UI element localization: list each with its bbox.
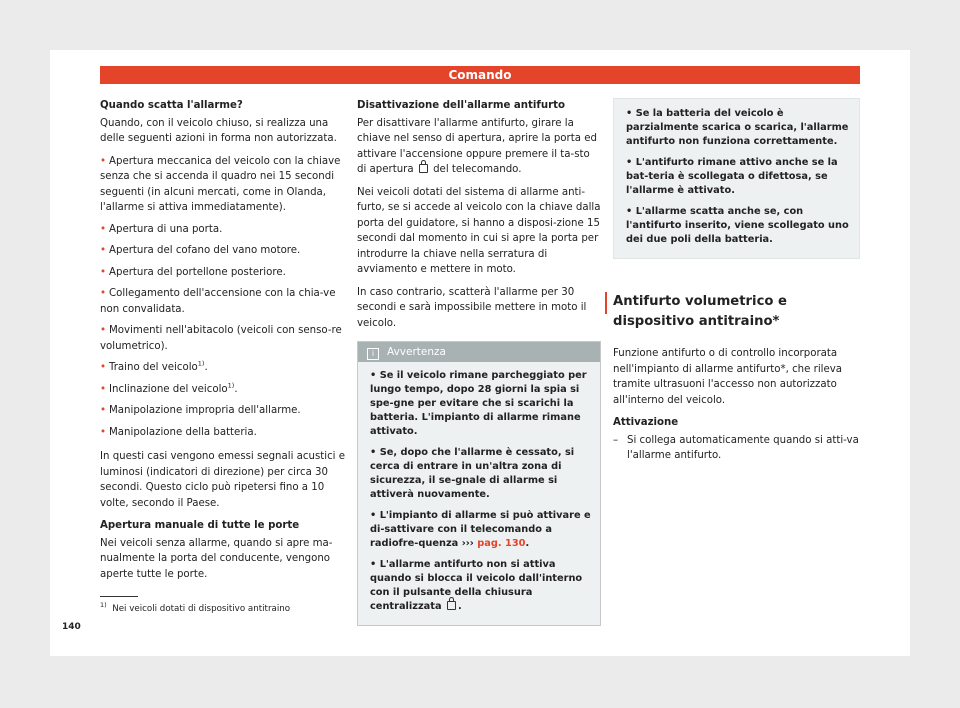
heading-activation: Attivazione [613, 417, 679, 428]
volumetric-paragraph: Funzione antifurto o di controllo incorporata nell'impianto di allarme antifurto*, che rileva tramite ultrasuoni l'accesso non autorizzato all'interno del veicolo. [613, 348, 843, 406]
list-item: • Se la batteria del veicolo è parzialmente scarica o scarica, l'allarme antifurto non funziona correttamente. [626, 108, 849, 147]
signals-paragraph: In questi casi vengono emessi segnali acustici e luminosi (indicatori di direzione) per circa 30 secondi. Questo ciclo può ripetersi fino a 10 volte, secondo il Paese. [100, 451, 346, 509]
bullet-icon: • [100, 325, 107, 336]
column-3 [613, 98, 860, 464]
intro-paragraph: Quando, con il veicolo chiuso, si realizza una delle seguenti azioni in forma non autorizzata. [100, 117, 337, 144]
bullet-icon: • [100, 405, 107, 416]
driver-door-paragraph: Nei veicoli dotati del sistema di allarme anti-furto, se si accede al veicolo con la chiave dalla porta del guidatore, si hanno a disposi-zione 15 secondi dal momento in cui si apre la porta per introdurre la chiave nella serratura di avviamento e mettere in moto. [357, 186, 601, 275]
heading-alarm-trigger: Quando scatta l'allarme? [100, 100, 243, 111]
list-item: • Se, dopo che l'allarme è cessato, si cerca di entrare in un'altra zona di sicurezza, il se-gnale di allarme si attiverà nuovamente. [370, 447, 575, 500]
bullet-icon: • [100, 223, 107, 235]
heading-deactivation: Disattivazione dell'allarme antifurto [357, 100, 565, 111]
list-item: • Apertura di una porta. [100, 223, 223, 235]
page-number: 140 [62, 622, 81, 632]
accent-bar [605, 292, 607, 314]
list-item: • Manipolazione impropria dell'allarme. [100, 405, 301, 416]
info-icon: i [367, 348, 379, 360]
unlock-icon [419, 164, 428, 173]
footnote-marker[interactable]: 1) [227, 381, 235, 390]
list-item: • Manipolazione della batteria. [100, 426, 257, 438]
bullet-icon: • [100, 383, 107, 395]
list-item: • L'allarme antifurto non si attiva quando si blocca il veicolo dall'interno con il pulsante della chiusura centralizzata . [370, 559, 583, 612]
bullet-icon: • [100, 245, 107, 256]
column-1 [100, 98, 346, 589]
list-item: • Traino del veicolo$^{1)}$. [100, 359, 208, 373]
warning-body [358, 362, 600, 625]
list-item: • Inclinazione del veicolo$^{1)}$. [100, 381, 238, 395]
bullet-icon: • [100, 362, 107, 373]
list-item: • Apertura del portellone posteriore. [100, 266, 286, 278]
bullet-icon: • [100, 426, 107, 438]
list-item: • L'impianto di allarme si può attivare e di-sattivare con il telecomando a radiofre-quenza ››› pag. 130. [370, 510, 591, 549]
manual-opening-paragraph: Nei veicoli senza allarme, quando si apre ma-nualmente la porta del conducente, vengono aperte tutte le porte. [100, 537, 333, 580]
bullet-icon: • [100, 266, 107, 278]
list-item: • Movimenti nell'abitacolo (veicoli con senso-re volumetrico). [100, 325, 342, 352]
column-2 [357, 98, 601, 626]
page-link[interactable]: pag. 130 [477, 538, 526, 549]
heading-manual-opening: Apertura manuale di tutte le porte [100, 520, 300, 531]
list-item: • Apertura meccanica del veicolo con la chiave senza che si accenda il quadro nei 15 secondi seguenti (in alcuni mercati, come in Olanda, l'allarme si attiva immediatamente). [100, 155, 341, 213]
footnote-marker[interactable]: 1) [197, 359, 205, 368]
list-item: • L'antifurto rimane attivo anche se la bat-teria è scollegata o difettosa, se l'allarme è attivato. [626, 157, 838, 196]
list-item: • Apertura del cofano del vano motore. [100, 245, 301, 256]
list-item: • Collegamento dell'accensione con la chia-ve non convalidata. [100, 288, 336, 315]
footnote-divider [100, 596, 138, 597]
page-header: Comando [100, 66, 860, 84]
warning-box [357, 341, 601, 626]
alarm-paragraph: In caso contrario, scatterà l'allarme per 30 secondi e sarà impossibile mettere in moto il veicolo. [357, 286, 587, 329]
list-item: – Si collega automaticamente quando si atti-va l'allarme antifurto. [613, 434, 859, 461]
info-box [613, 98, 860, 259]
footnote: $^{1)}$ Nei veicoli dotati di dispositivo antitraino [100, 601, 291, 614]
list-item: • Se il veicolo rimane parcheggiato per lungo tempo, dopo 28 giorni la spia si spe-gne per evitare che si scarichi la batteria. L'impianto di allarme rimane attivato. [370, 370, 587, 437]
bullet-icon: • [100, 155, 107, 167]
warning-header: i Avvertenza [358, 342, 600, 362]
lock-icon [447, 601, 456, 610]
list-item: • L'allarme scatta anche se, con l'antifurto inserito, viene scollegato uno dei due poli della batteria. [626, 206, 849, 245]
section-title: Antifurto volumetrico e dispositivo antitraino* [613, 292, 860, 332]
deactivation-paragraph: Per disattivare l'allarme antifurto, girare la chiave nel senso di apertura, aprire la porta ed attivare l'accensione oppure premere il ta-sto di apertura del telecomando. [357, 117, 597, 175]
bullet-icon: • [100, 288, 107, 299]
